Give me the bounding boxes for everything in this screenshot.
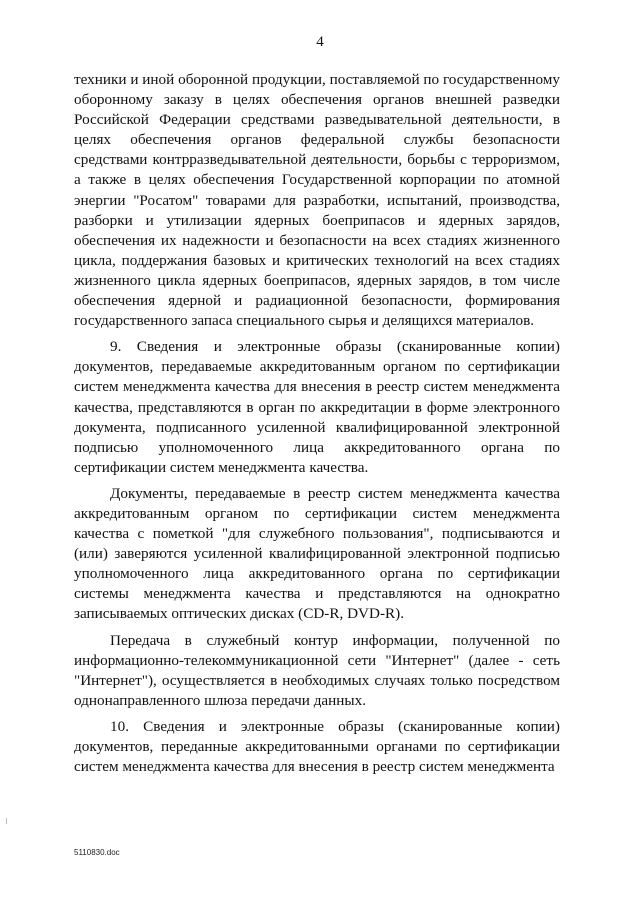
- paragraph-documents: Документы, передаваемые в реестр систем менеджмента качества аккредитованным органом по сертификации систем менеджмента качества с пометкой "для служебного пользования", подписываются и (или) заверяются усиленной квалифицированной электронной подписью уполномоченного лица аккредитованного органа по сертификации системы менеджмента качества и представляются на однократно записываемых оптических дисках (CD-R, DVD-R).: [74, 484, 560, 623]
- page-number: 4: [316, 34, 324, 50]
- paragraph-transfer: Передача в служебный контур информации, полученной по информационно-телекоммуникационной сети "Интернет" (далее - сеть "Интернет"), осуществляется в необходимых случаях только посредством однонаправленного шлюза передачи данных.: [74, 631, 560, 709]
- footer-filename: 5110830.doc: [74, 848, 120, 857]
- paragraph-continuation: техники и иной оборонной продукции, поставляемой по государственному оборонному заказу в целях обеспечения органов внешней разведки Российской Федерации средствами разведывательной деятельности, в целях обеспечения органов федеральной службы безопасности средствами контрразведывательной деятельности, борьбы с терроризмом, а также в целях обеспечения Государственной корпорации по атомной энергии "Росатом" товарами для разработки, испытаний, производства, разборки и утилизации ядерных боеприпасов и ядерных зарядов, обеспечения их надежности и безопасности на всех стадиях жизненного цикла, поддержания базовых и критических технологий на всех стадиях жизненного цикла ядерных боеприпасов, ядерных зарядов, в том числе обеспечения ядерной и радиационной безопасности, формирования государственного запаса специального сырья и делящихся материалов.: [74, 71, 560, 330]
- paragraph-item-9: 9. Сведения и электронные образы (сканированные копии) документов, передаваемые аккредитованным органом по сертификации систем менеджмента качества для внесения в реестр систем менеджмента качества, представляются в орган по аккредитации в форме электронного документа, подписанного усиленной квалифицированной электронной подписью уполномоченного лица аккредитованного органа по сертификации систем менеджмента качества.: [74, 338, 560, 476]
- margin-mark: [6, 818, 7, 824]
- document-body: [74, 70, 560, 777]
- paragraph-item-10: 10. Сведения и электронные образы (сканированные копии) документов, переданные аккредитованными органами по сертификации систем менеджмента качества для внесения в реестр систем менеджмента: [74, 717, 560, 776]
